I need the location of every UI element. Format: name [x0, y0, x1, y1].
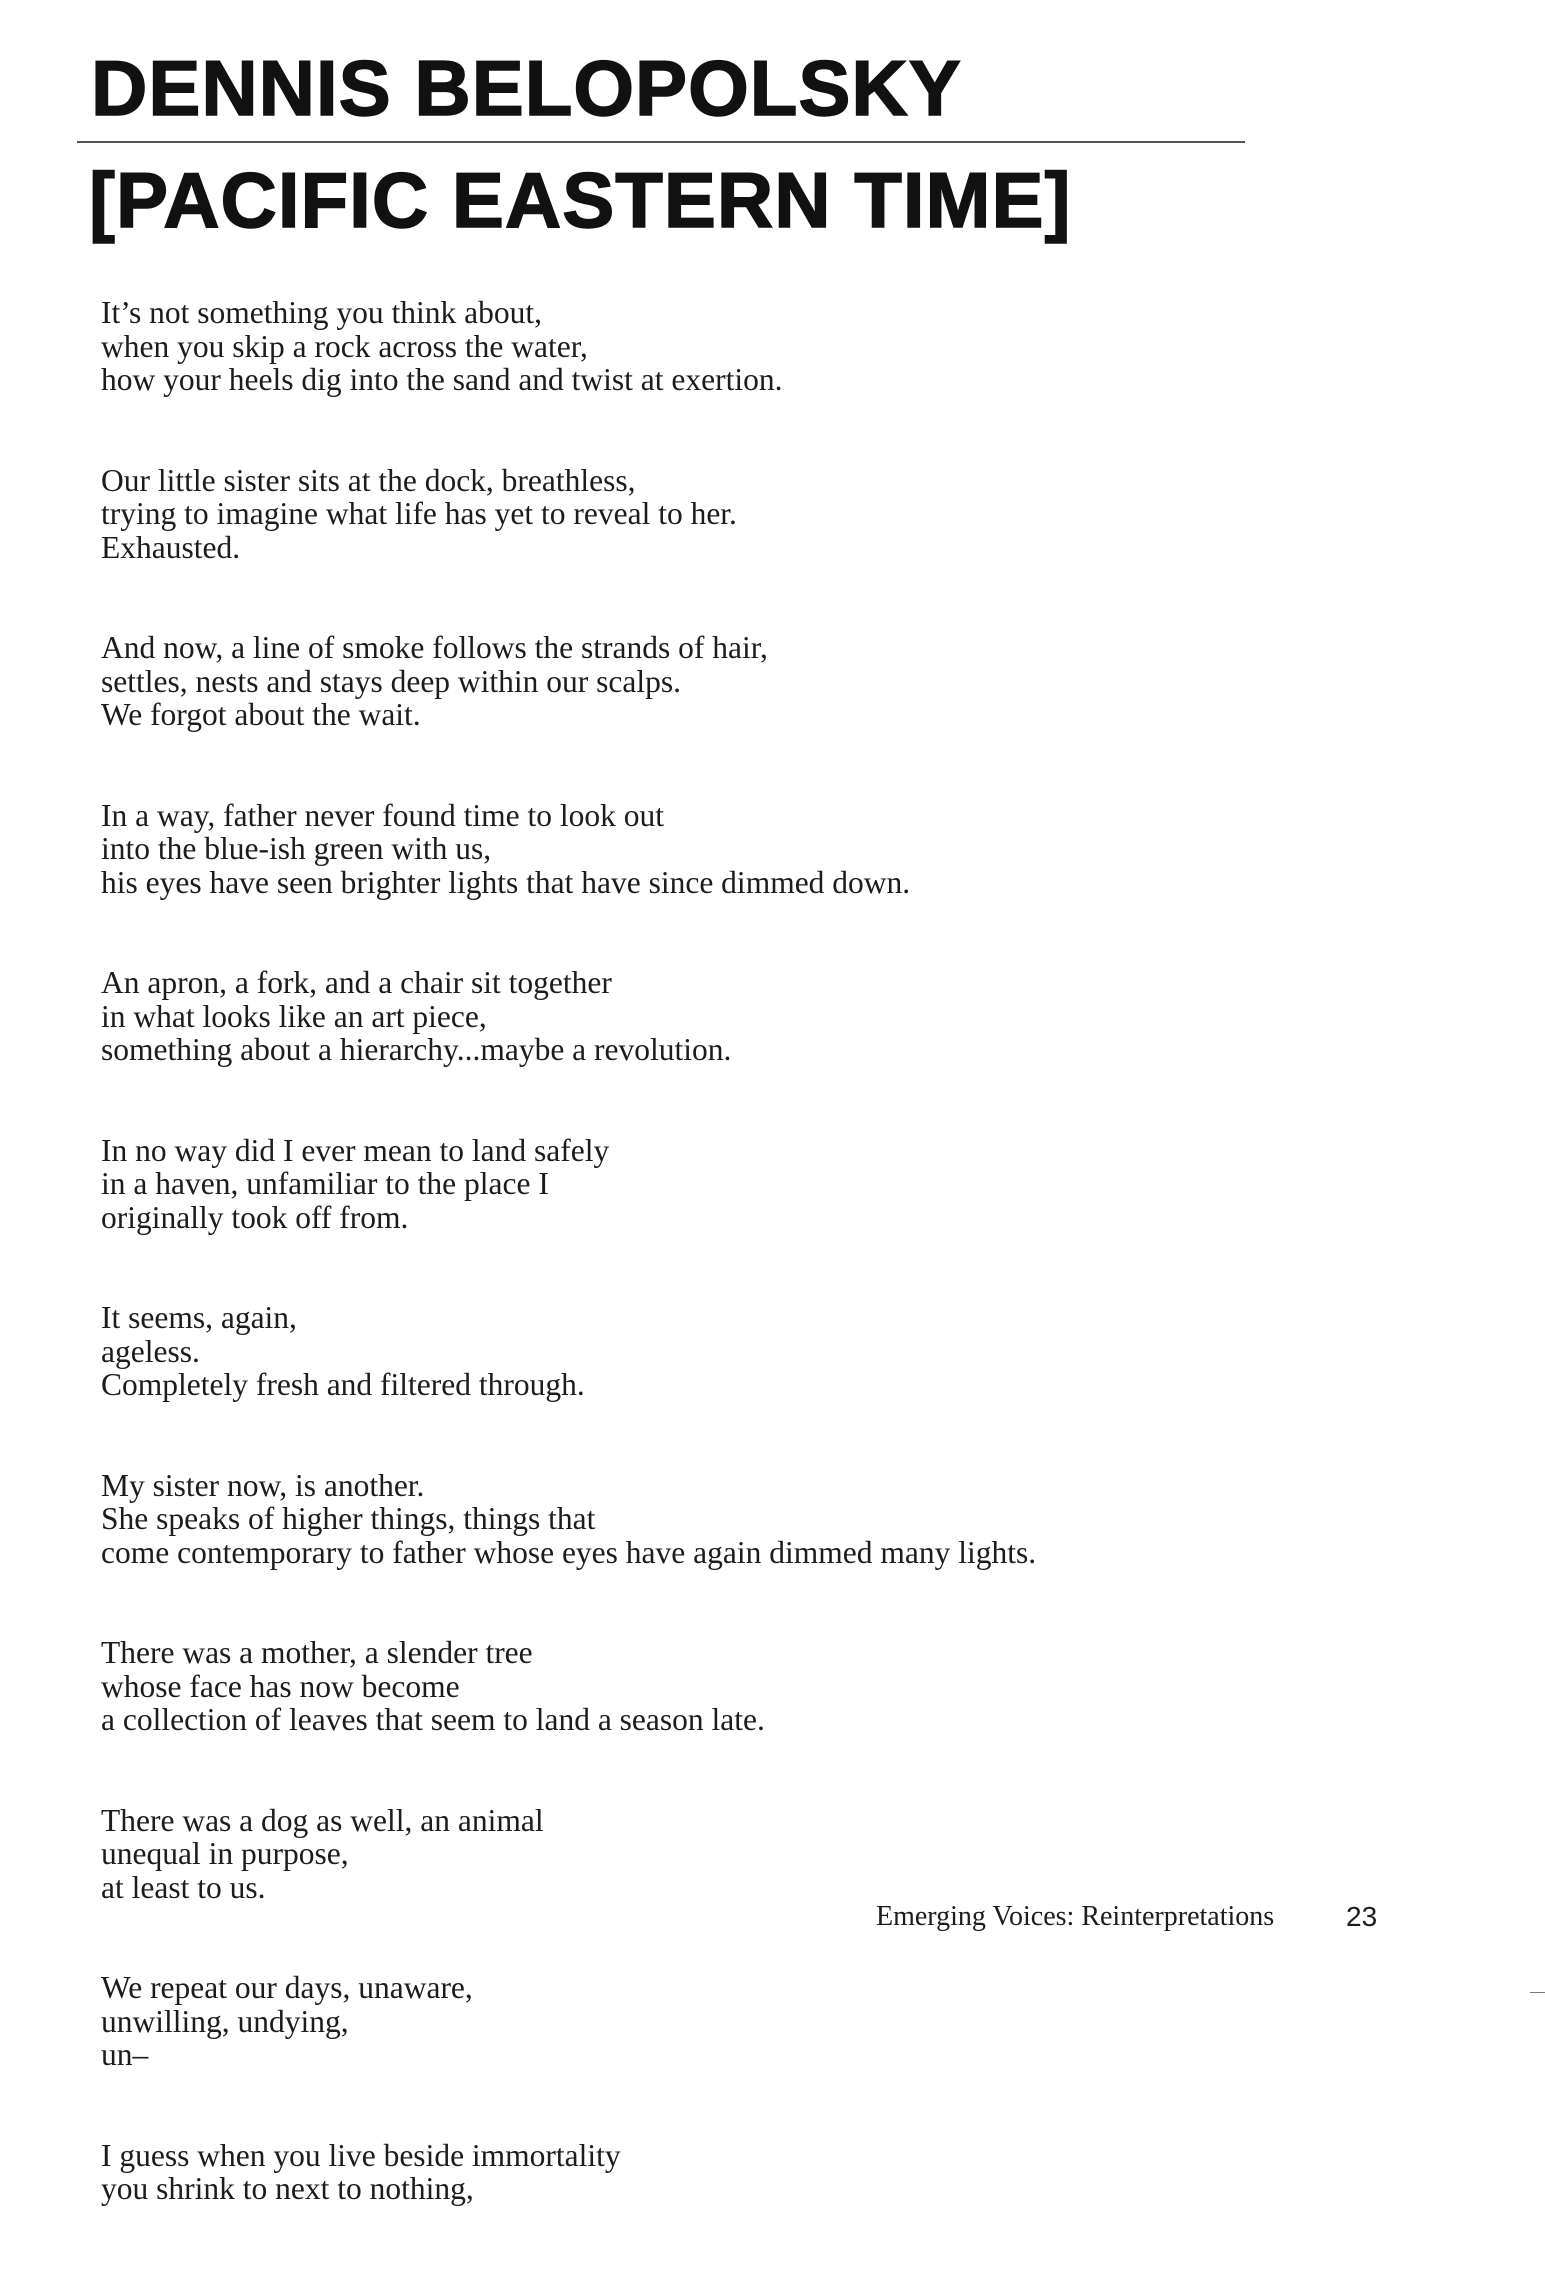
poem-line: We forgot about the wait.: [101, 697, 421, 732]
poem-line: unequal in purpose,: [101, 1836, 349, 1871]
poem-line: in what looks like an art piece,: [101, 998, 487, 1034]
poem-line: a collection of leaves that seem to land a season late.: [101, 1702, 765, 1737]
poem-line: how your heels dig into the sand and twist at exertion.: [101, 362, 783, 397]
poem-body: [101, 296, 1401, 2273]
poem-line: come contemporary to father whose eyes have again dimmed many lights.: [101, 1534, 1037, 1570]
page-edge-mark: [1530, 1992, 1545, 1993]
poem-line: unwilling, undying,: [101, 2003, 349, 2039]
poem-stanza: [101, 799, 1401, 900]
poem-stanza: [101, 1134, 1401, 1235]
poem-stanza: [101, 296, 1401, 397]
poem-line: It seems, again,: [101, 1300, 297, 1335]
poem-line: originally took off from.: [101, 1199, 409, 1235]
publication-name: Emerging Voices: Reinterpretations: [876, 1901, 1275, 1932]
poem-line: trying to imagine what life has yet to reveal to her.: [101, 496, 737, 531]
poem-line: I guess when you live beside immortality: [101, 2137, 621, 2173]
poem-stanza: [101, 2139, 1401, 2206]
poem-line: something about a hierarchy...maybe a revolution.: [101, 1032, 732, 1067]
poem-line: Completely fresh and filtered through.: [101, 1367, 585, 1402]
poem-line: settles, nests and stays deep within our scalps.: [101, 663, 682, 699]
poem-stanza: [101, 1804, 1401, 1905]
author-name: DENNIS BELOPOLSKY: [91, 44, 962, 132]
poem-line: We repeat our days, unaware,: [101, 1970, 473, 2005]
poem-line: his eyes have seen brighter lights that have since dimmed down.: [101, 864, 911, 900]
poem-stanza: [101, 464, 1401, 565]
poem-line: Our little sister sits at the dock, breathless,: [101, 462, 636, 498]
poem-stanza: [101, 1636, 1401, 1737]
poem-line: In a way, father never found time to look out: [101, 797, 665, 833]
poem-line: And now, a line of smoke follows the strands of hair,: [101, 630, 768, 665]
poem-stanza: [101, 966, 1401, 1067]
poem-line: when you skip a rock across the water,: [101, 328, 588, 364]
poem-stanza: [101, 1971, 1401, 2072]
poem-line: There was a dog as well, an animal: [101, 1802, 544, 1838]
poem-stanza: [101, 631, 1401, 732]
header-divider: [77, 141, 1245, 143]
poem-line: at least to us.: [101, 1869, 266, 1905]
poem-line: in a haven, unfamiliar to the place I: [101, 1166, 549, 1201]
poem-line: In no way did I ever mean to land safely: [101, 1132, 610, 1168]
poem-line: ageless.: [101, 1333, 200, 1369]
poem-line: It’s not something you think about,: [101, 295, 542, 330]
poem-title: [PACIFIC EASTERN TIME]: [89, 156, 1072, 244]
page-number: 23: [1346, 1901, 1378, 1932]
poem-stanza: [101, 1469, 1401, 1570]
poem-line: un–: [101, 2037, 149, 2072]
poem-line: you shrink to next to nothing,: [101, 2171, 474, 2206]
poem-line: An apron, a fork, and a chair sit together: [101, 965, 612, 1000]
poem-line: Exhausted.: [101, 529, 241, 565]
poem-line: My sister now, is another.: [101, 1467, 425, 1503]
poem-stanza: [101, 1301, 1401, 1402]
poem-line: She speaks of higher things, things that: [101, 1501, 596, 1536]
poem-line: whose face has now become: [101, 1668, 460, 1704]
poem-line: into the blue-ish green with us,: [101, 831, 492, 866]
poem-line: There was a mother, a slender tree: [101, 1635, 533, 1670]
